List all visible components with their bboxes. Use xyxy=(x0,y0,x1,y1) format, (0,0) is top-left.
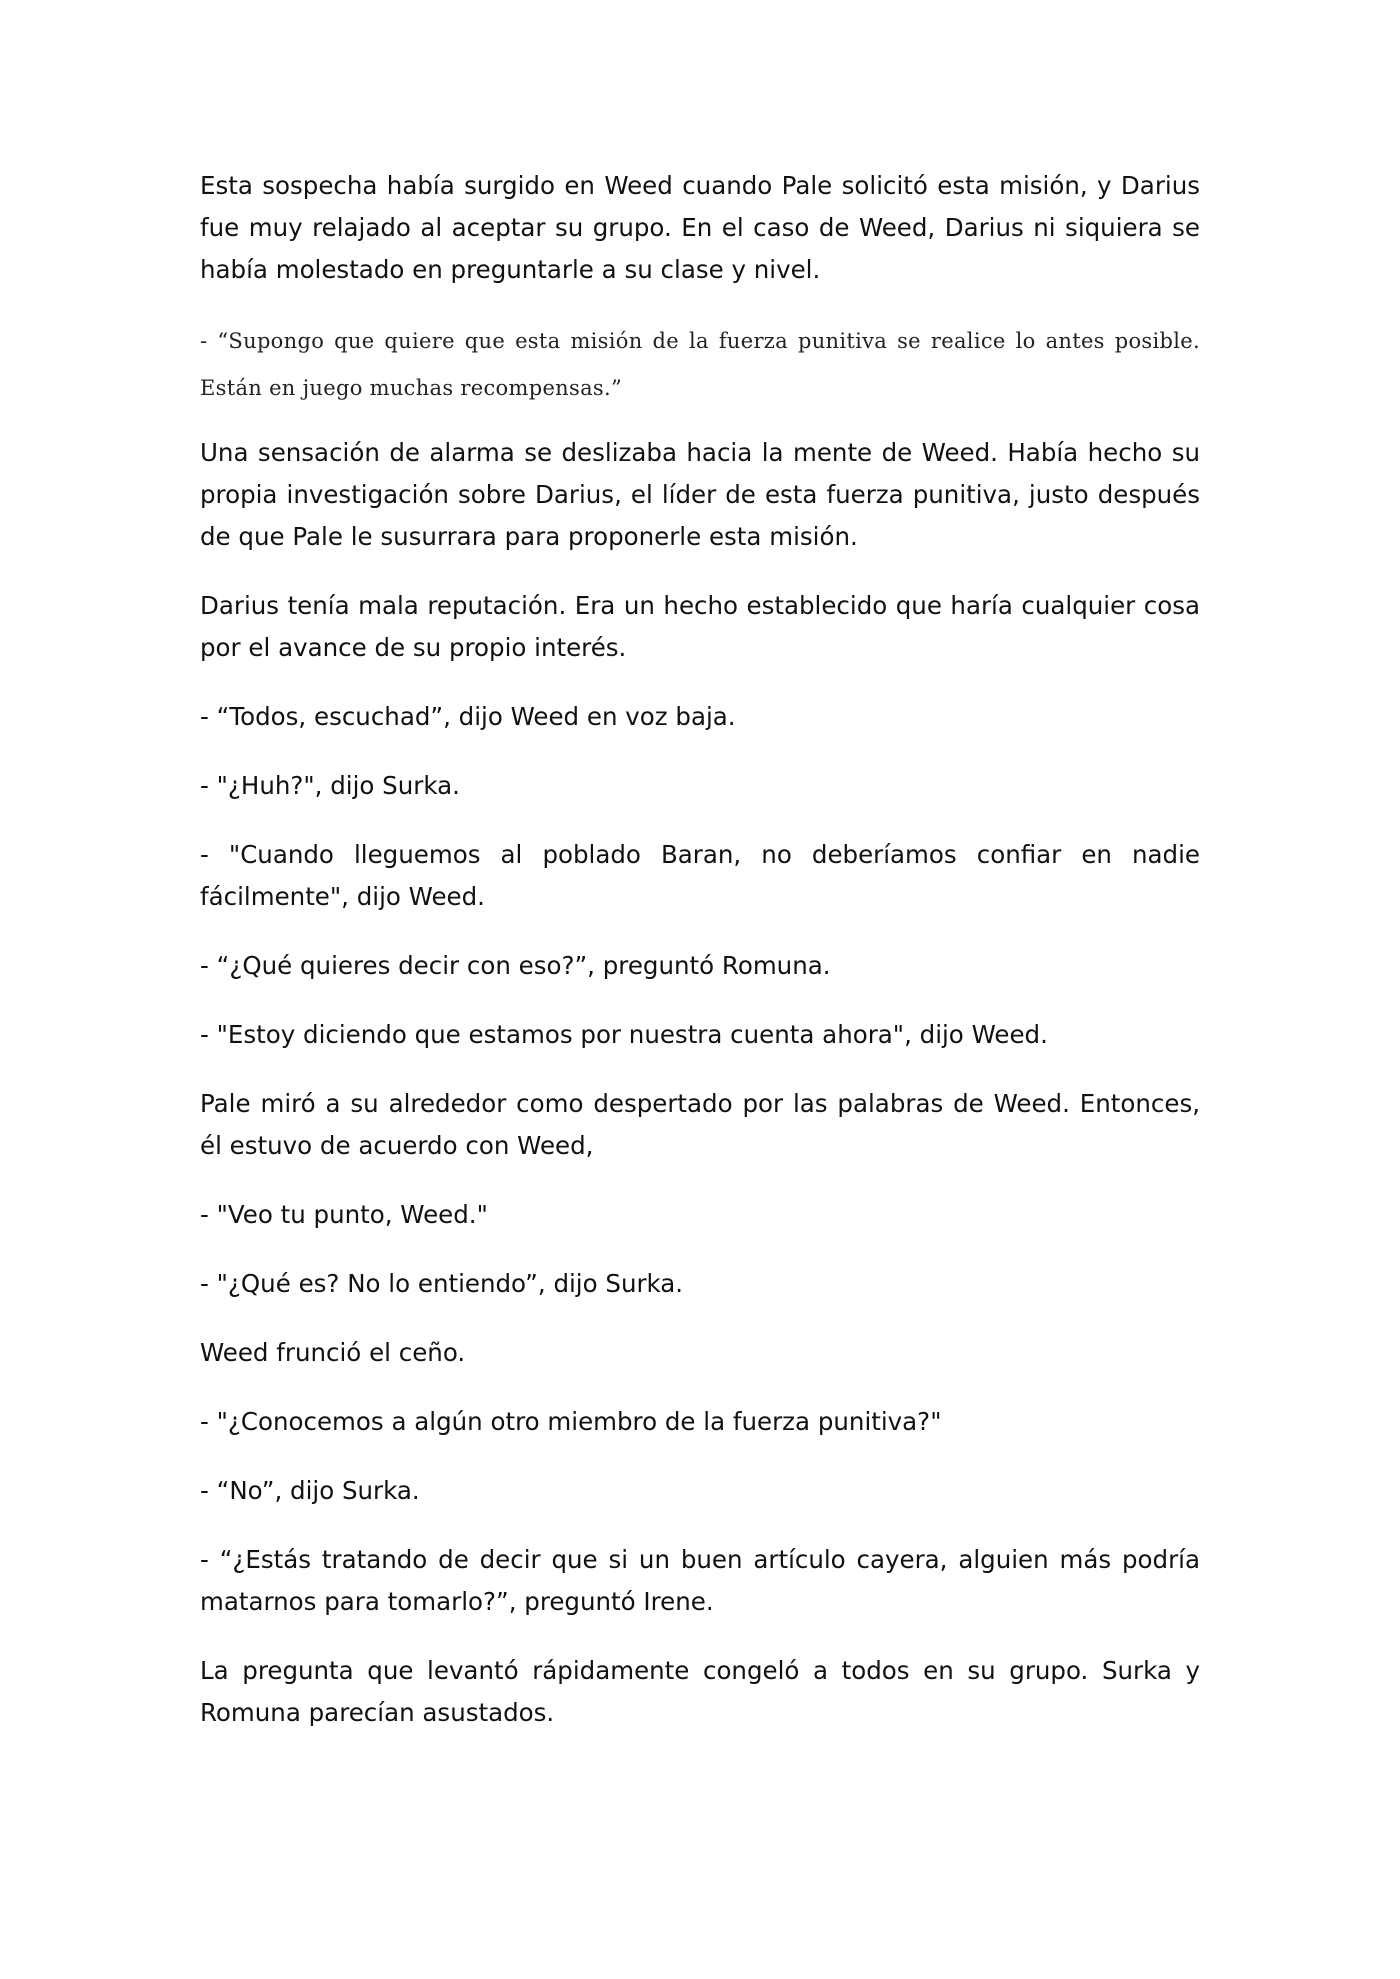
dialogue-line: - “No”, dijo Surka. xyxy=(200,1476,420,1505)
narration-paragraph: La pregunta que levantó rápidamente congeló a todos en su grupo. Surka y Romuna parecían asustados. xyxy=(200,1656,1200,1727)
dialogue-line: - "Veo tu punto, Weed." xyxy=(200,1200,488,1229)
dialogue-line: - "¿Huh?", dijo Surka. xyxy=(200,771,460,800)
dialogue-line: - “¿Qué quieres decir con eso?”, preguntó Romuna. xyxy=(200,951,831,980)
narration-paragraph: Pale miró a su alrededor como despertado por las palabras de Weed. Entonces, él estuvo de acuerdo con Weed, xyxy=(200,1089,1200,1160)
dialogue-line: - "¿Qué es? No lo entiendo”, dijo Surka. xyxy=(200,1269,684,1298)
page-text-body xyxy=(200,165,1200,1761)
dialogue-line: - "Cuando lleguemos al poblado Baran, no deberíamos confiar en nadie fácilmente", dijo Weed. xyxy=(200,840,1200,911)
narration-paragraph: Weed frunció el ceño. xyxy=(200,1338,466,1367)
narration-paragraph: Darius tenía mala reputación. Era un hecho establecido que haría cualquier cosa por el avance de su propio interés. xyxy=(200,591,1200,662)
narration-paragraph: Esta sospecha había surgido en Weed cuando Pale solicitó esta misión, y Darius fue muy relajado al aceptar su grupo. En el caso de Weed, Darius ni siquiera se había molestado en preguntarle a su clase y nivel. xyxy=(200,171,1200,284)
dialogue-line: - “¿Estás tratando de decir que si un buen artículo cayera, alguien más podría matarnos para tomarlo?”, preguntó Irene. xyxy=(200,1545,1200,1616)
thought-paragraph: - “Supongo que quiere que esta misión de la fuerza punitiva se realice lo antes posible. Están en juego muchas recompensas.” xyxy=(200,329,1200,400)
narration-paragraph: Una sensación de alarma se deslizaba hacia la mente de Weed. Había hecho su propia investigación sobre Darius, el líder de esta fuerza punitiva, justo después de que Pale le susurrara para proponerle esta misión. xyxy=(200,438,1200,551)
dialogue-line: - “Todos, escuchad”, dijo Weed en voz baja. xyxy=(200,702,736,731)
dialogue-line: - "Estoy diciendo que estamos por nuestra cuenta ahora", dijo Weed. xyxy=(200,1020,1048,1049)
dialogue-line: - "¿Conocemos a algún otro miembro de la fuerza punitiva?" xyxy=(200,1407,942,1436)
